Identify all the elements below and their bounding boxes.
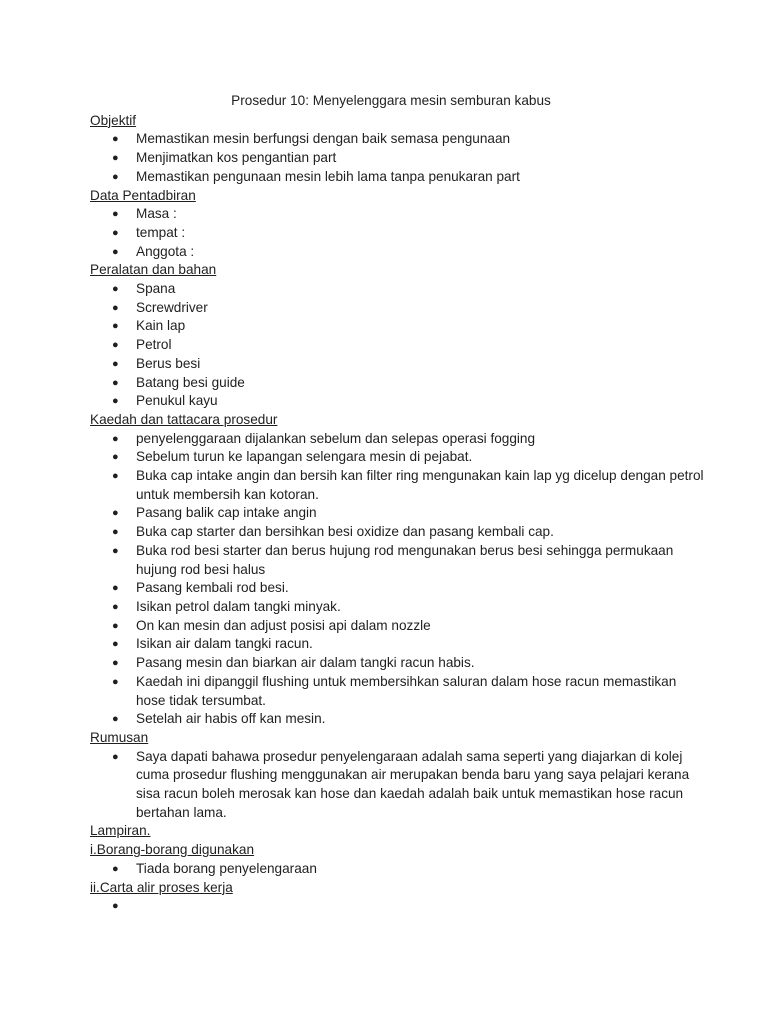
list-item xyxy=(90,710,708,729)
bullet-icon: ● xyxy=(112,900,119,913)
bullet-icon: ● xyxy=(112,638,119,651)
bullet-icon: ● xyxy=(112,283,119,296)
bullet-icon: ● xyxy=(112,301,119,314)
list-item-text: On kan mesin dan adjust posisi api dalam nozzle xyxy=(136,617,431,633)
list-item xyxy=(90,542,708,579)
list-item-text: Screwdriver xyxy=(136,299,208,315)
section-heading-kaedah: Kaedah dan tattacara prosedur xyxy=(90,411,278,427)
list-item-text: Menjimatkan kos pengantian part xyxy=(136,150,337,166)
list-item xyxy=(90,374,708,393)
list-item xyxy=(90,617,708,636)
list-item-text: Pasang mesin dan biarkan air dalam tangki racun habis. xyxy=(136,655,475,671)
list-item-text: Kain lap xyxy=(136,318,186,334)
bullet-icon: ● xyxy=(112,507,119,520)
list-item-text: penyelenggaraan dijalankan sebelum dan selepas operasi fogging xyxy=(136,430,536,446)
peralatan-list xyxy=(90,280,708,411)
list-item xyxy=(90,523,708,542)
bullet-icon: ● xyxy=(112,208,119,221)
bullet-icon: ● xyxy=(112,395,119,408)
list-item xyxy=(90,579,708,598)
list-item xyxy=(90,336,708,355)
list-item xyxy=(90,673,708,710)
list-item-text: Memastikan mesin berfungsi dengan baik semasa pengunaan xyxy=(136,131,511,147)
bullet-icon: ● xyxy=(112,582,119,595)
list-item-text: Anggota : xyxy=(136,243,195,259)
bullet-icon: ● xyxy=(112,750,119,763)
section-heading-lampiran: Lampiran. xyxy=(90,823,151,839)
list-item-text: Berus besi xyxy=(136,355,201,371)
bullet-icon: ● xyxy=(112,226,119,239)
list-item-text: Sebelum turun ke lapangan selengara mesin di pejabat. xyxy=(136,449,473,465)
bullet-icon: ● xyxy=(112,320,119,333)
kaedah-list xyxy=(90,430,708,729)
list-item-text: Memastikan pengunaan mesin lebih lama tanpa penukaran part xyxy=(136,168,520,184)
list-item xyxy=(90,280,708,299)
section-heading-carta: ii.Carta alir proses kerja xyxy=(90,879,233,895)
bullet-icon: ● xyxy=(112,170,119,183)
list-item xyxy=(90,654,708,673)
list-item xyxy=(90,748,708,823)
objektif-list xyxy=(90,130,708,186)
list-item xyxy=(90,467,708,504)
section-heading-rumusan: Rumusan xyxy=(90,729,149,745)
list-item xyxy=(90,448,708,467)
bullet-icon: ● xyxy=(112,133,119,146)
bullet-icon: ● xyxy=(112,339,119,352)
list-item xyxy=(90,205,708,224)
list-item-text: Buka cap starter dan bersihkan besi oxidize dan pasang kembali cap. xyxy=(136,524,554,540)
list-item xyxy=(90,224,708,243)
list-item-text: Petrol xyxy=(136,337,172,353)
bullet-icon: ● xyxy=(112,675,119,688)
list-item-text: Penukul kayu xyxy=(136,393,218,409)
list-item-text: Masa : xyxy=(136,206,177,222)
list-item-text: Pasang balik cap intake angin xyxy=(136,505,317,521)
bullet-icon: ● xyxy=(112,432,119,445)
section-heading-peralatan: Peralatan dan bahan xyxy=(90,262,217,278)
list-item xyxy=(90,635,708,654)
section-heading-objektif: Objektif xyxy=(90,112,137,128)
rumusan-list xyxy=(90,748,708,823)
list-item xyxy=(90,168,708,187)
list-item xyxy=(90,149,708,168)
bullet-icon: ● xyxy=(112,544,119,557)
list-item xyxy=(90,430,708,449)
list-item-text: Buka cap intake angin dan bersih kan filter ring mengunakan kain lap yg dicelup dengan petrol untuk membersih kan kotoran. xyxy=(136,468,704,502)
document-title: Prosedur 10: Menyelenggara mesin semburan kabus xyxy=(231,93,551,108)
section-heading-data-pentadbiran: Data Pentadbiran xyxy=(90,187,196,203)
list-item-text: Isikan petrol dalam tangki minyak. xyxy=(136,598,341,614)
list-item-text: Setelah air habis off kan mesin. xyxy=(136,711,326,727)
list-item xyxy=(90,392,708,411)
bullet-icon: ● xyxy=(112,657,119,670)
bullet-icon: ● xyxy=(112,862,119,875)
list-item-text: Spana xyxy=(136,281,176,297)
bullet-icon: ● xyxy=(112,152,119,165)
section-heading-borang: i.Borang-borang digunakan xyxy=(90,842,255,858)
list-item xyxy=(90,355,708,374)
bullet-icon: ● xyxy=(112,713,119,726)
list-item-text: Isikan air dalam tangki racun. xyxy=(136,636,313,652)
list-item-text: Tiada borang penyelengaraan xyxy=(136,860,317,876)
data-pentadbiran-list xyxy=(90,205,708,261)
list-item xyxy=(90,299,708,318)
list-item-text: Kaedah ini dipanggil flushing untuk membersihkan saluran dalam hose racun memastikan hose tidak tersumbat. xyxy=(136,673,677,708)
list-item-text: Saya dapati bahawa prosedur penyelengaraan adalah sama seperti yang diajarkan di kolej cuma prosedur flushing menggunakan air merupakan benda baru yang saya pelajari kerana sisa racun boleh merosak kan hose dan kaedah adalah baik untuk memastikan hose racun bertahan lama. xyxy=(136,748,690,820)
list-item xyxy=(90,130,708,149)
bullet-icon: ● xyxy=(112,619,119,632)
list-item-text: Buka rod besi starter dan berus hujung rod mengunakan berus besi sehingga permukaan hujung rod besi halus xyxy=(136,542,674,577)
list-item-text: tempat : xyxy=(136,224,186,240)
list-item xyxy=(90,598,708,617)
list-item xyxy=(90,317,708,336)
bullet-icon: ● xyxy=(112,245,119,258)
list-item xyxy=(90,243,708,262)
bullet-icon: ● xyxy=(112,451,119,464)
list-item-text: Batang besi guide xyxy=(136,374,245,390)
bullet-icon: ● xyxy=(112,376,119,389)
bullet-icon: ● xyxy=(112,357,119,370)
bullet-icon: ● xyxy=(112,470,119,483)
list-item xyxy=(90,504,708,523)
bullet-icon: ● xyxy=(112,526,119,539)
bullet-icon: ● xyxy=(112,600,119,613)
list-item-text: Pasang kembali rod besi. xyxy=(136,580,289,596)
borang-list xyxy=(90,860,708,879)
list-item xyxy=(90,860,708,879)
